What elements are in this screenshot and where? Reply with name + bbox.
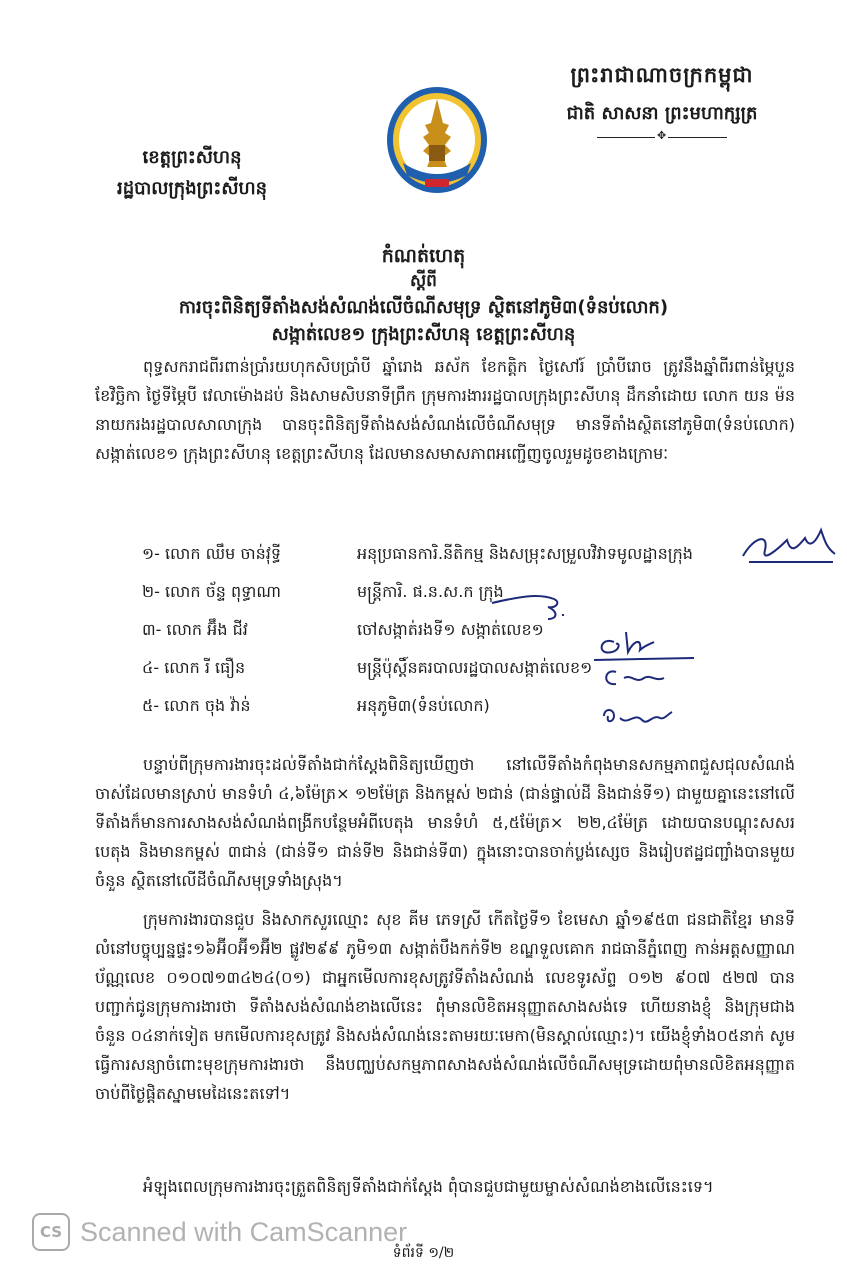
participant-name: ៣- លោក អ៊ឹង ជីវ xyxy=(142,620,248,639)
province-name: ខេត្តព្រះសីហនុ xyxy=(142,147,242,168)
participant-role: អនុប្រធានការិ.នីតិកម្ម និងសម្រុះសម្រួលវិវាទមូលដ្ឋានក្រុង xyxy=(357,544,693,563)
document-type-title: កំណត់ហេតុ xyxy=(381,245,466,267)
camscanner-text: Scanned with CamScanner xyxy=(80,1216,408,1247)
camscanner-logo-icon: CS xyxy=(32,1213,70,1251)
page-number: ទំព័រទី ១/២ xyxy=(392,1245,455,1261)
participant-row xyxy=(142,687,782,725)
signature-3 xyxy=(590,622,700,667)
participant-role: អនុភូមិ៣(ទំនប់លោក) xyxy=(357,696,490,715)
document-subject-line2: សង្កាត់លេខ១ ក្រុងព្រះសីហនុ ខេត្តព្រះសីហនុ xyxy=(271,324,576,345)
signature-5 xyxy=(598,702,678,732)
signature-1 xyxy=(735,518,840,573)
intro-paragraph: ពុទ្ធសករាជពីរពាន់ប្រាំរយហុកសិបប្រាំបី ឆ្នាំរោង ឆស័ក ខែកត្តិក ថ្ងៃសៅរ៍ ប្រាំបីរោច ត្រូវនឹងឆ្នាំពីរពាន់ម្ភៃបួន ខែវិច្ឆិកា ថ្ងៃទីម្ភៃបី វេលាម៉ោងដប់ និងសាមសិបនាទីព្រឹក ក្រុមការងាររដ្ឋបាលក្រុងព្រះសីហនុ ដឹកនាំដោយ លោក យន ម៉ន នាយករងរដ្ឋបាលសាលាក្រុង បានចុះពិនិត្យទីតាំងសង់សំណង់លើចំណីសមុទ្រ មានទីតាំងស្ថិតនៅភូមិ៣(ទំនប់លោក) សង្កាត់លេខ១ ក្រុងព្រះសីហនុ ខេត្តព្រះសីហនុ ដែលមានសមាសភាពអញ្ជើញចូលរួមដូចខាងក្រោមៈ xyxy=(95,357,795,463)
document-subject-line1: ការចុះពិនិត្យទីតាំងសង់សំណង់លើចំណីសមុទ្រ ស្ថិតនៅភូមិ៣(ទំនប់លោក) xyxy=(178,297,669,318)
interview-paragraph: ក្រុមការងារបានជួប និងសាកសួរឈ្មោះ សុខ គីម ភេទស្រី កើតថ្ងៃទី១ ខែមេសា ឆ្នាំ១៩៥៣ ជនជាតិខ្មែរ មានទីលំនៅបច្ចុប្បន្នផ្ទះ១៦អ៊ី០អ៊ី១អ៊ី២ ផ្លូវ២៩៩ ភូមិ១៣ សង្កាត់បឹងកក់ទី២ ខណ្ឌទួលគោក រាជធានីភ្នំពេញ កាន់អត្តសញ្ញាណប័ណ្ណលេខ ០១០៧១៣៤២៤(០១) ជាអ្នកមើលការខុសត្រូវទីតាំងសំណង់ លេខទូរស័ព្ទ ០១២ ៩០៧ ៥២៧ បានបញ្ជាក់ជូនក្រុមការងារថា ទីតាំងសង់សំណង់ខាងលើនេះ ពុំមានលិខិតអនុញ្ញាតសាងសង់ទេ ហើយនាងខ្ញុំ និងក្រុមជាងចំនួន ០៤នាក់ទៀត មកមើលការខុសត្រូវ និងសង់សំណង់នេះតាមរយៈមេកា(មិនស្គាល់ឈ្មោះ)។ យើងខ្ញុំទាំង០៥នាក់ សូមធ្វើការសន្យាចំពោះមុខក្រុមការងារថា នឹងបញ្ឈប់សកម្មភាពសាងសង់សំណង់លើចំណីសមុទ្រដោយពុំមានលិខិតអនុញ្ញាតចាប់ពីថ្ងៃផ្តិតស្នាមមេដៃនេះតទៅ។ xyxy=(95,910,795,1103)
city-administration-name: រដ្ឋបាលក្រុងព្រះសីហនុ xyxy=(117,178,268,199)
document-subject-label: ស្តីពី xyxy=(410,271,437,291)
national-motto: ជាតិ សាសនា ព្រះមហាក្សត្រ xyxy=(566,103,758,124)
findings-paragraph: បន្ទាប់ពីក្រុមការងារចុះដល់ទីតាំងជាក់ស្តែងពិនិត្យឃើញថា នៅលើទីតាំងកំពុងមានសកម្មភាពជួសជុលសំណង់ចាស់ដែលមានស្រាប់ មានទំហំ ៤,៦ម៉ែត្រ× ១២ម៉ែត្រ និងកម្ពស់ ២ជាន់ (ជាន់ផ្ទាល់ដី និងជាន់ទី១) ជាមួយគ្នានេះនៅលើទីតាំងក៏មានការសាងសង់សំណង់ពង្រីកបន្ថែមអំពីបេតុង មានទំហំ ៥,៥ម៉ែត្រ× ២២,៤ម៉ែត្រ ដោយបានបណ្តុះសសរបេតុង និងមានកម្ពស់ ៣ជាន់ (ជាន់ទី១ ជាន់ទី២ និងជាន់ទី៣) ក្នុងនោះបានចាក់ប្លង់សេ្សច និងរៀបឥដ្ឋជញ្ជាំងបានមួយចំនួន ស្ថិតនៅលើដីចំណីសមុទ្រទាំងស្រុង។ xyxy=(95,755,795,890)
participant-name: ៤- លោក រី ធឿន xyxy=(142,658,246,677)
ornament-divider: ✥ xyxy=(597,132,727,142)
participant-role: មន្ត្រីប៉ុស្តិ៍នគរបាលរដ្ឋបាលសង្កាត់លេខ១ xyxy=(357,658,593,677)
province-header xyxy=(117,142,267,204)
provincial-seal-emblem xyxy=(385,85,489,195)
participant-name: ៥- លោក ចុង វ៉ាន់ xyxy=(142,696,251,715)
kingdom-title: ព្រះរាជាណាចក្រកម្ពុជា xyxy=(570,63,754,87)
participant-name: ២- លោក ច័ន្ទ ពុទ្ធាណា xyxy=(142,582,281,601)
closing-paragraph: អំឡុងពេលក្រុមការងារចុះត្រួតពិនិត្យទីតាំងជាក់ស្តែង ពុំបានជួបជាមួយម្ចាស់សំណង់ខាងលើនេះទេ។ xyxy=(143,1177,714,1196)
participant-row xyxy=(142,535,782,573)
participant-name: ១- លោក ឈឹម ចាន់វុទ្ធី xyxy=(142,544,281,563)
kingdom-header xyxy=(537,62,787,142)
signature-4 xyxy=(598,662,678,692)
participant-role: មន្ត្រីការិ. ផ.ន.ស.ក ក្រុង xyxy=(357,582,504,601)
participant-role: ចៅសង្កាត់រងទី១ សង្កាត់លេខ១ xyxy=(357,620,544,639)
participant-row xyxy=(142,573,782,611)
signature-2 xyxy=(488,585,588,625)
